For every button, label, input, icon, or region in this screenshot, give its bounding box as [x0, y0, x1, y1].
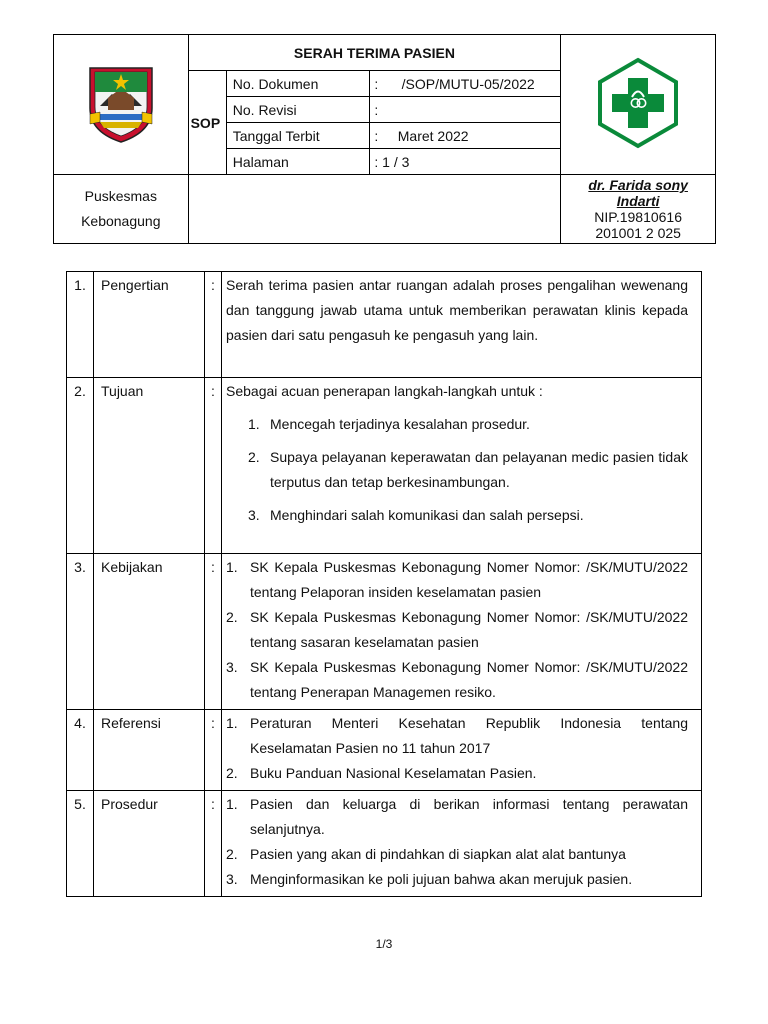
signatory-nip-line2: 201001 2 025 [595, 225, 681, 241]
section-row-referensi [67, 710, 702, 791]
list-item [226, 655, 688, 705]
section-row-pengertian [67, 272, 702, 378]
regional-emblem-icon [86, 62, 156, 144]
signatory-nip-line1: NIP.19810616 [594, 209, 682, 225]
list-item-text: Pasien dan keluarga di berikan informasi tentang perawatan selanjutnya. [250, 796, 688, 837]
list-item [226, 605, 688, 655]
section-row-prosedur [67, 791, 702, 897]
section-row-tujuan [67, 378, 702, 554]
signatory-block [561, 175, 716, 244]
section-number: 2. [67, 378, 94, 554]
list-item-text: SK Kepala Puskesmas Kebonagung Nomer Nomor: /SK/MUTU/2022 tentang Penerapan Managemen resiko. [250, 659, 688, 700]
list-item [226, 555, 688, 605]
document-header [53, 34, 716, 244]
sop-label: SOP [188, 71, 226, 175]
field-label-no-dokumen: No. Dokumen [226, 71, 370, 97]
regional-logo-cell [54, 35, 189, 175]
section-number: 5. [67, 791, 94, 897]
section-body [222, 710, 702, 791]
org-line1: Puskesmas [84, 188, 157, 204]
list-item-number: 1. [226, 796, 238, 812]
section-title: Pengertian [94, 272, 205, 378]
list-item-number: 2. [226, 765, 238, 781]
section-colon: : [205, 791, 222, 897]
list-item-text: Pasien yang akan di pindahkan di siapkan alat alat bantunya [250, 846, 626, 862]
section-number: 1. [67, 272, 94, 378]
list-item [226, 445, 688, 495]
list-item [226, 711, 688, 761]
section-body [222, 791, 702, 897]
section-colon: : [205, 272, 222, 378]
list-item-text: SK Kepala Puskesmas Kebonagung Nomer Nomor: /SK/MUTU/2022 tentang Pelaporan insiden keselamatan pasien [250, 559, 688, 600]
list-item-text: Peraturan Menteri Kesehatan Republik Indonesia tentang Keselamatan Pasien no 11 tahun 2017 [250, 715, 688, 756]
section-intro: Sebagai acuan penerapan langkah-langkah untuk : [226, 383, 543, 399]
list-item-number: 1. [248, 416, 260, 432]
list-item [226, 792, 688, 842]
section-row-kebijakan [67, 554, 702, 710]
page-number: 1/3 [375, 937, 393, 951]
field-value-no-dokumen: : /SOP/MUTU-05/2022 [370, 71, 561, 97]
field-value-tanggal-terbit: : Maret 2022 [370, 123, 561, 149]
section-colon: : [205, 378, 222, 554]
section-title: Prosedur [94, 791, 205, 897]
blank-header-cell [188, 175, 561, 244]
list-item [226, 503, 688, 528]
field-label-no-revisi: No. Revisi [226, 97, 370, 123]
list-item-text: Menginformasikan ke poli jujuan bahwa akan merujuk pasien. [250, 871, 633, 887]
list-item-text: Mencegah terjadinya kesalahan prosedur. [270, 416, 530, 432]
section-number: 4. [67, 710, 94, 791]
section-title: Kebijakan [94, 554, 205, 710]
puskesmas-logo-icon [596, 56, 680, 150]
section-title: Referensi [94, 710, 205, 791]
signatory-name-line2: Indarti [616, 193, 660, 209]
section-body [222, 378, 702, 554]
field-label-halaman: Halaman [226, 149, 370, 175]
section-body: Serah terima pasien antar ruangan adalah proses pengalihan wewenang dan tanggung jawab utama untuk memberikan perawatan klinis kepada pasien dari satu pengasuh ke pengasuh yang lain. [222, 272, 702, 378]
list-item-number: 2. [226, 846, 238, 862]
signatory-name-line1: dr. Farida sony [588, 177, 688, 193]
list-item-text: Buku Panduan Nasional Keselamatan Pasien. [250, 765, 537, 781]
list-item-number: 2. [226, 609, 238, 625]
list-item [226, 842, 688, 867]
list-item-number: 3. [226, 871, 238, 887]
list-item-text: Menghindari salah komunikasi dan salah persepsi. [270, 507, 584, 523]
document-title: SERAH TERIMA PASIEN [188, 35, 561, 71]
field-label-tanggal-terbit: Tanggal Terbit [226, 123, 370, 149]
list-item [226, 867, 688, 892]
list-item [226, 412, 688, 437]
list-item-text: Supaya pelayanan keperawatan dan pelayanan medic pasien tidak terputus dan tetap berkesinambungan. [270, 449, 688, 490]
list-item [226, 761, 688, 786]
section-colon: : [205, 710, 222, 791]
section-title: Tujuan [94, 378, 205, 554]
organization-name [54, 175, 189, 244]
section-colon: : [205, 554, 222, 710]
field-value-no-revisi: : [370, 97, 561, 123]
section-body [222, 554, 702, 710]
list-item-number: 1. [226, 715, 238, 731]
list-item-number: 3. [248, 507, 260, 523]
list-item-number: 3. [226, 659, 238, 675]
list-item-text: SK Kepala Puskesmas Kebonagung Nomer Nomor: /SK/MUTU/2022 tentang sasaran keselamatan pasien [250, 609, 688, 650]
sop-content-table [66, 271, 702, 897]
puskesmas-logo-cell [561, 35, 716, 175]
list-item-number: 2. [248, 449, 260, 465]
field-value-halaman: : 1 / 3 [370, 149, 561, 175]
section-number: 3. [67, 554, 94, 710]
list-item-number: 1. [226, 559, 238, 575]
org-line2: Kebonagung [81, 213, 161, 229]
